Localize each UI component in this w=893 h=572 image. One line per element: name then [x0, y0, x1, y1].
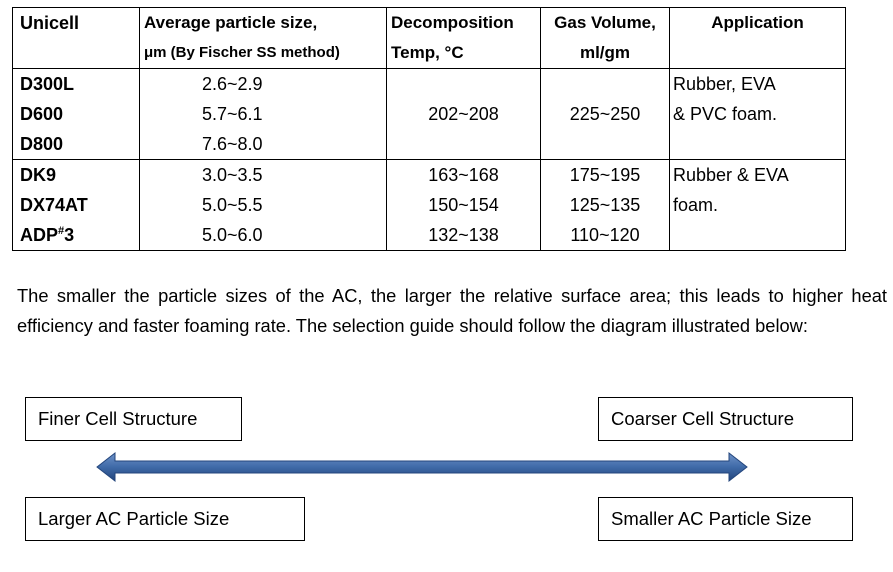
product-name: DK9 [13, 160, 140, 191]
product-name: D300L [13, 69, 140, 100]
gas-volume: 125~135 [541, 190, 670, 220]
gas-volume: 175~195 [541, 160, 670, 191]
group2-app-line2: foam. [673, 195, 719, 215]
product-name: DX74AT [13, 190, 140, 220]
product-name: D800 [13, 129, 140, 160]
particle-size: 5.0~5.5 [140, 190, 387, 220]
decomposition-temp: 132~138 [387, 220, 541, 251]
product-name [13, 220, 140, 251]
product-name-suffix: 3 [64, 225, 75, 245]
group1-app-line1: Rubber, EVA [673, 74, 776, 94]
table-row [13, 160, 846, 191]
decomposition-temp: 150~154 [387, 190, 541, 220]
header-particle-size [140, 8, 387, 69]
product-name: D600 [13, 99, 140, 129]
header-decomposition-temp [387, 8, 541, 69]
selection-guide-paragraph: The smaller the particle sizes of the AC, the larger the relative surface area; this leads to higher heat efficiency and faster foaming rate. The selection guide should follow the diagram illustrated below: [17, 285, 887, 336]
particle-size: 5.7~6.1 [140, 99, 387, 129]
smaller-ac-particle-size-box: Smaller AC Particle Size [598, 497, 853, 541]
group1-temp: 202~208 [428, 104, 499, 124]
gas-volume [541, 69, 670, 160]
unicell-spec-table [12, 7, 846, 251]
table-header-row [13, 8, 846, 69]
particle-size: 2.6~2.9 [140, 69, 387, 100]
decomposition-temp [387, 69, 541, 160]
header-temp-line1: Decomposition [391, 13, 514, 32]
finer-cell-structure-box: Finer Cell Structure [25, 397, 242, 441]
decomposition-temp: 163~168 [387, 160, 541, 191]
header-temp-line2: Temp, °C [391, 43, 464, 62]
double-headed-arrow-icon [95, 450, 751, 484]
product-name-prefix: ADP [20, 225, 59, 245]
application [670, 160, 846, 251]
group2-app-line1: Rubber & EVA [673, 165, 789, 185]
header-gas-volume [541, 8, 670, 69]
arrow-shape [97, 453, 747, 481]
product-name-superscript: # [58, 225, 65, 237]
table-row [13, 69, 846, 100]
header-particle-size-line1: Average particle size, [144, 13, 318, 32]
header-particle-size-line2: μm (By Fischer SS method) [144, 44, 340, 61]
gas-volume: 110~120 [541, 220, 670, 251]
group1-app-line2: & PVC foam. [673, 104, 778, 124]
application [670, 69, 846, 160]
coarser-cell-structure-box: Coarser Cell Structure [598, 397, 853, 441]
particle-size: 5.0~6.0 [140, 220, 387, 251]
larger-ac-particle-size-box: Larger AC Particle Size [25, 497, 305, 541]
group1-gas: 225~250 [569, 104, 641, 124]
particle-size: 7.6~8.0 [140, 129, 387, 160]
header-unicell: Unicell [13, 8, 140, 69]
header-application: Application [670, 8, 846, 69]
particle-size: 3.0~3.5 [140, 160, 387, 191]
header-gas-line1: Gas Volume, [554, 13, 656, 32]
header-gas-line2: ml/gm [579, 43, 631, 62]
